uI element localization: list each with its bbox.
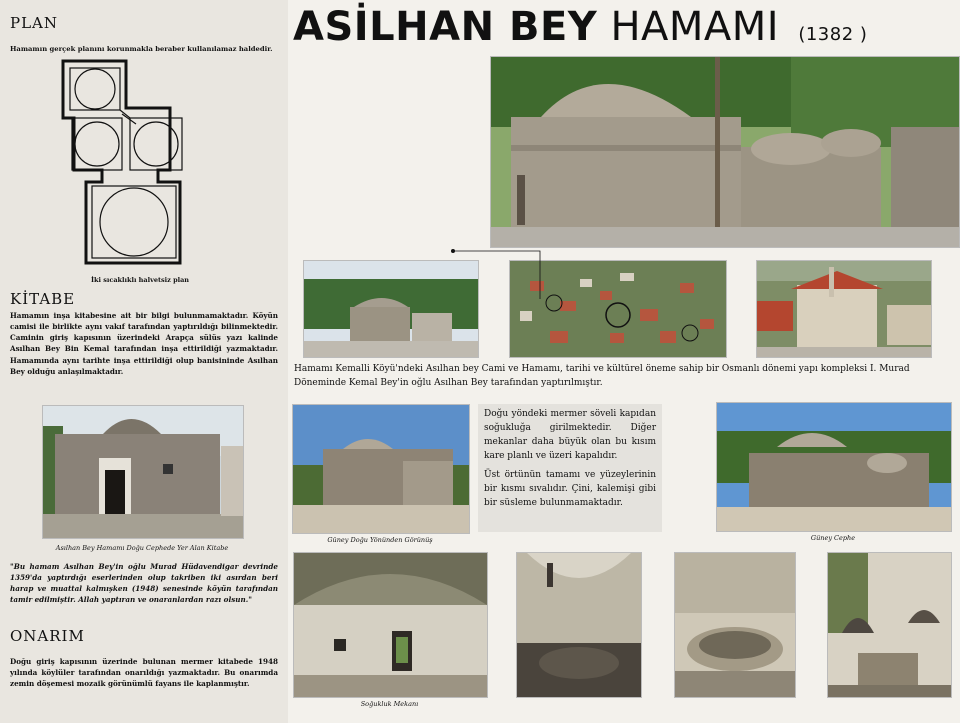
south-facade-caption: Güney Cephe bbox=[810, 534, 856, 542]
interior-caption: Soğukluk Mekanı bbox=[360, 700, 419, 708]
connector-lines bbox=[445, 244, 625, 304]
title-year: (1382 ) bbox=[798, 24, 868, 45]
description-p1: Doğu yöndeki mermer söveli kapıdan soğukluğa girilmektedir. Diğer mekanlar daha büyük olan bu kısım kare planlı ve üzeri kapalıdır. bbox=[484, 409, 656, 461]
interior-photo-1 bbox=[293, 552, 488, 698]
southwest-photo bbox=[292, 404, 470, 534]
description-box bbox=[478, 404, 662, 532]
kitabe-photo-caption: Asılhan Bey Hamamı Doğu Cephede Yer Alan Kitabe bbox=[55, 544, 229, 552]
kitabe-quote: "Bu hamam Asılhan Bey'in oğlu Murad Hüdavendigar devrinde 1359'da yaptırdığı eserlerinden olup takriben iki asırdan beri harap ve muattal kalmışken (1948) senesinde köyün tarafından tamir edilmiştir. Allah yaptıran ve onaranlardan razı olsun." bbox=[10, 562, 278, 605]
mosque-photo bbox=[756, 260, 932, 358]
kitabe-text: Hamamın inşa kitabesine ait bir bilgi bulunmamaktadır. Köyün camisi ile birlikte aynı vakıf tarafından yaptırıldığı bilinmektedir. Caminin giriş kapısının üzerindeki Arapça sülüs yazı kalinde Asılhan Bey Bin Kemal tarafından inşa ettirildiği yazmaktadır. Hamamında aynı tarihte inşa ettirildiği olup banisininde Asılhan Bey olduğu anlaşılmaktadır. bbox=[10, 311, 278, 376]
interior-basin-photo bbox=[674, 552, 796, 698]
southwest-caption: Güney Doğu Yönünden Görünüş bbox=[327, 536, 433, 544]
interior-photo-2 bbox=[516, 552, 642, 698]
onarim-text: Doğu giriş kapısının üzerinde bulunan mermer kitabede 1948 yılında köylüler tarafından onarıldığı yazmaktadır. Bu onarımda zemin döşemesi mozaik görünümlü fayans ile kaplanmıştır. bbox=[10, 657, 278, 689]
description-p2: Üst örtünün tamamı ve yüzeylerinin bir kısmı sıvalıdır. Çini, kalemişi gibi bir süsleme bulunmamaktadır. bbox=[484, 469, 656, 508]
plan-heading: PLAN bbox=[10, 14, 59, 32]
plan-intro: Hamamın gerçek planını korunmakla beraber kullanılamaz haldedir. bbox=[10, 45, 273, 53]
left-panel bbox=[0, 0, 288, 723]
title-light: HAMAMI bbox=[610, 4, 780, 50]
page-title bbox=[293, 4, 867, 50]
south-facade-photo bbox=[716, 402, 952, 532]
kitabe-photo bbox=[42, 405, 244, 539]
hero-photo bbox=[490, 56, 960, 248]
plan-caption: İki sıcaklıklı halvetsiz plan bbox=[90, 276, 190, 284]
floor-plan-drawing bbox=[58, 58, 188, 270]
interior-photo-4 bbox=[827, 552, 952, 698]
onarim-heading: ONARIM bbox=[10, 627, 85, 645]
title-bold: ASİLHAN BEY bbox=[293, 4, 598, 50]
intro-text: Hamamı Kemalli Köyü'ndeki Asılhan bey Cami ve Hamamı, tarihi ve kültürel öneme sahip bir Osmanlı dönemi yapı kompleksi I. Murad Döneminde Kemal Bey'in oğlu Asılhan Bey tarafından yaptırılmıştır. bbox=[294, 364, 910, 389]
kitabe-heading: KİTABE bbox=[10, 290, 76, 308]
